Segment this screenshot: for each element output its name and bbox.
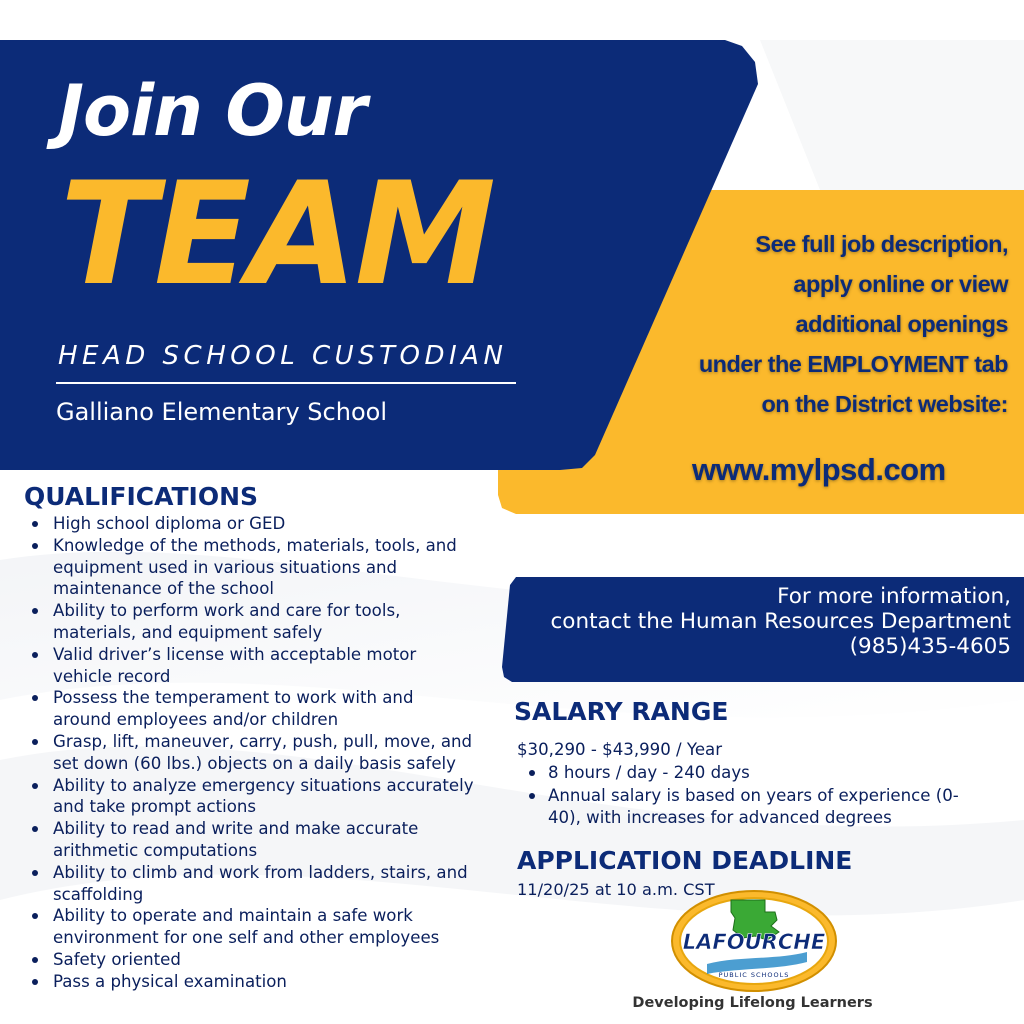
list-item: Grasp, lift, maneuver, carry, push, pull, move, and set down (60 lbs.) objects on a daily basis safely bbox=[27, 731, 477, 775]
salary-heading: SALARY RANGE bbox=[514, 697, 729, 726]
list-item: Valid driver’s license with acceptable motor vehicle record bbox=[27, 644, 477, 688]
contact-line: contact the Human Resources Department bbox=[550, 609, 1011, 634]
team-heading: TEAM bbox=[60, 152, 494, 317]
contact-line: For more information, bbox=[777, 584, 1011, 609]
list-item: Ability to read and write and make accurate arithmetic computations bbox=[27, 818, 477, 862]
list-item: High school diploma or GED bbox=[27, 513, 477, 535]
logo-subtitle: PUBLIC SCHOOLS bbox=[718, 971, 790, 979]
position-title: HEAD SCHOOL CUSTODIAN bbox=[58, 341, 508, 371]
apply-line: additional openings bbox=[795, 311, 1008, 337]
list-item: Knowledge of the methods, materials, tools, and equipment used in various situations and maintenance of the school bbox=[27, 535, 477, 600]
deadline-date: 11/20/25 at 10 a.m. CST bbox=[517, 880, 715, 899]
list-item: Ability to perform work and care for tools, materials, and equipment safely bbox=[27, 600, 477, 644]
apply-line: on the District website: bbox=[761, 391, 1008, 417]
school-name: Galliano Elementary School bbox=[56, 398, 387, 426]
apply-line: apply online or view bbox=[793, 271, 1008, 297]
list-item: Safety oriented bbox=[27, 949, 477, 971]
list-item: Pass a physical examination bbox=[27, 971, 477, 993]
list-item: 8 hours / day - 240 days bbox=[525, 762, 965, 785]
district-website-link[interactable]: www.mylpsd.com bbox=[692, 452, 946, 487]
deadline-heading: APPLICATION DEADLINE bbox=[517, 846, 853, 875]
logo-name: LAFOURCHE bbox=[682, 930, 826, 954]
title-divider bbox=[56, 382, 516, 384]
qualifications-list bbox=[27, 513, 477, 993]
qualifications-heading: QUALIFICATIONS bbox=[24, 482, 259, 511]
contact-info bbox=[501, 584, 1011, 659]
list-item: Ability to analyze emergency situations accurately and take prompt actions bbox=[27, 775, 477, 819]
salary-details-list bbox=[525, 762, 965, 830]
tagline: Developing Lifelong Learners bbox=[632, 995, 873, 1011]
list-item: Ability to operate and maintain a safe work environment for one self and other employees bbox=[27, 905, 477, 949]
contact-phone: (985)435-4605 bbox=[849, 634, 1011, 659]
apply-line: See full job description, bbox=[755, 231, 1008, 257]
salary-range: $30,290 - $43,990 / Year bbox=[517, 740, 723, 759]
list-item: Possess the temperament to work with and around employees and/or children bbox=[27, 687, 477, 731]
lafourche-public-schools-logo-icon bbox=[667, 886, 841, 996]
apply-line: under the EMPLOYMENT tab bbox=[698, 351, 1008, 377]
list-item: Ability to climb and work from ladders, stairs, and scaffolding bbox=[27, 862, 477, 906]
join-our-heading: Join Our bbox=[58, 70, 367, 152]
list-item: Annual salary is based on years of experience (0-40), with increases for advanced degrees bbox=[525, 785, 965, 830]
apply-instructions bbox=[588, 224, 1008, 424]
